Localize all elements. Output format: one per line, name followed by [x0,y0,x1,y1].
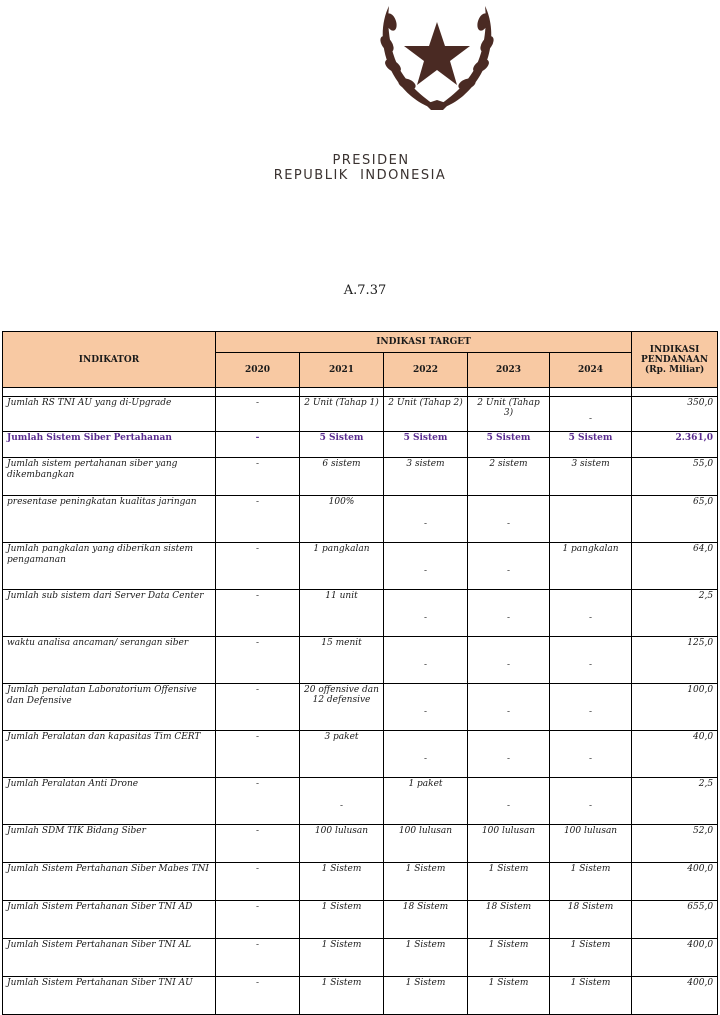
table-row [3,432,718,458]
funding-cell: 655,0 [632,901,718,939]
target-cell-2022: - [384,637,468,684]
target-cell-2020: - [216,977,300,1015]
table-row [3,977,718,1015]
target-cell-2023: 2 Unit (Tahap 3) [468,397,550,432]
target-cell-2020: - [216,496,300,543]
target-cell-2023: - [468,731,550,778]
target-cell-2020: - [216,543,300,590]
indikator-cell: Jumlah Peralatan dan kapasitas Tim CERT [3,731,216,778]
header-year-2021: 2021 [300,353,384,388]
target-cell-2021: 100 lulusan [300,825,384,863]
indikator-cell: Jumlah Sistem Pertahanan Siber TNI AU [3,977,216,1015]
target-cell-2022: 18 Sistem [384,901,468,939]
target-cell-2021: 1 Sistem [300,939,384,977]
table-row [3,496,718,543]
indikator-cell: Jumlah sub sistem dari Server Data Center [3,590,216,637]
target-cell-2023: 1 Sistem [468,863,550,901]
state-emblem-icon [367,0,507,112]
indikator-cell: waktu analisa ancaman/ serangan siber [3,637,216,684]
target-cell-2023: - [468,778,550,825]
target-cell-2024: - [550,731,632,778]
target-cell-2020: - [216,901,300,939]
target-cell-2022: - [384,684,468,731]
spacer-row [3,388,718,397]
target-cell-2024: - [550,397,632,432]
target-cell-2021: 1 pangkalan [300,543,384,590]
indikator-cell: Jumlah RS TNI AU yang di-Upgrade [3,397,216,432]
target-cell-2023: 5 Sistem [468,432,550,458]
target-cell-2022: - [384,731,468,778]
target-cell-2022: - [384,496,468,543]
target-cell-2023: 100 lulusan [468,825,550,863]
target-cell-2023: 1 Sistem [468,939,550,977]
target-cell-2021: 1 Sistem [300,863,384,901]
funding-cell: 125,0 [632,637,718,684]
target-cell-2021: 100% [300,496,384,543]
funding-cell: 64,0 [632,543,718,590]
target-cell-2021: 6 sistem [300,458,384,496]
table-row [3,863,718,901]
indikator-cell: Jumlah peralatan Laboratorium Offensive dan Defensive [3,684,216,731]
target-cell-2023: 18 Sistem [468,901,550,939]
funding-cell: 400,0 [632,863,718,901]
funding-line2: PENDANAAN [641,354,709,365]
target-cell-2022: 1 Sistem [384,977,468,1015]
header-target: INDIKASI TARGET [216,332,632,353]
target-cell-2020: - [216,397,300,432]
funding-cell: 400,0 [632,977,718,1015]
header-year-2022: 2022 [384,353,468,388]
table-row [3,778,718,825]
table-row [3,458,718,496]
table-row [3,397,718,432]
target-cell-2021: 3 paket [300,731,384,778]
target-cell-2021: 11 unit [300,590,384,637]
funding-cell: 65,0 [632,496,718,543]
target-cell-2024: 18 Sistem [550,901,632,939]
indikator-cell: Jumlah Sistem Siber Pertahanan [3,432,216,458]
target-cell-2021: 2 Unit (Tahap 1) [300,397,384,432]
table-row [3,731,718,778]
target-cell-2020: - [216,731,300,778]
table-row [3,637,718,684]
table-row [3,901,718,939]
target-cell-2022: - [384,543,468,590]
header-funding [632,332,718,388]
target-cell-2020: - [216,939,300,977]
table-row [3,939,718,977]
indikator-cell: Jumlah Peralatan Anti Drone [3,778,216,825]
target-table [2,331,718,1015]
target-cell-2023: - [468,496,550,543]
target-cell-2020: - [216,432,300,458]
funding-cell: 52,0 [632,825,718,863]
table-row [3,590,718,637]
indikator-cell: Jumlah Sistem Pertahanan Siber TNI AL [3,939,216,977]
funding-cell: 40,0 [632,731,718,778]
funding-cell: 100,0 [632,684,718,731]
target-cell-2020: - [216,778,300,825]
header-year-2023: 2023 [468,353,550,388]
target-cell-2024: 5 Sistem [550,432,632,458]
target-cell-2024: - [550,637,632,684]
target-cell-2023: - [468,543,550,590]
target-cell-2023: - [468,684,550,731]
target-cell-2023: - [468,637,550,684]
funding-cell: 55,0 [632,458,718,496]
target-cell-2024: 1 pangkalan [550,543,632,590]
funding-cell: 2.361,0 [632,432,718,458]
table-row [3,543,718,590]
header-indikator: INDIKATOR [3,332,216,388]
target-cell-2022: 100 lulusan [384,825,468,863]
target-cell-2021: 15 menit [300,637,384,684]
target-cell-2022: 1 paket [384,778,468,825]
target-cell-2024: - [550,684,632,731]
target-cell-2022: 2 Unit (Tahap 2) [384,397,468,432]
president-title-line1: PRESIDEN [332,153,410,168]
funding-cell: 2,5 [632,778,718,825]
target-cell-2021: 1 Sistem [300,901,384,939]
target-cell-2023: 1 Sistem [468,977,550,1015]
indikator-cell: Jumlah Sistem Pertahanan Siber Mabes TNI [3,863,216,901]
funding-cell: 2,5 [632,590,718,637]
target-cell-2023: 2 sistem [468,458,550,496]
page-code: A.7.37 [343,283,387,298]
target-cell-2021: 20 offensive dan 12 defensive [300,684,384,731]
indikator-cell: presentase peningkatan kualitas jaringan [3,496,216,543]
funding-cell: 400,0 [632,939,718,977]
indikator-cell: Jumlah pangkalan yang diberikan sistem pengamanan [3,543,216,590]
target-cell-2022: 1 Sistem [384,939,468,977]
funding-line3: (Rp. Miliar) [644,364,705,375]
header-year-2020: 2020 [216,353,300,388]
target-cell-2022: 1 Sistem [384,863,468,901]
target-cell-2020: - [216,684,300,731]
target-cell-2022: - [384,590,468,637]
indikator-cell: Jumlah SDM TIK Bidang Siber [3,825,216,863]
target-cell-2024: 1 Sistem [550,977,632,1015]
target-cell-2022: 5 Sistem [384,432,468,458]
target-cell-2020: - [216,590,300,637]
target-cell-2024: 1 Sistem [550,863,632,901]
funding-line1: INDIKASI [649,344,700,355]
target-cell-2024: - [550,778,632,825]
funding-cell: 350,0 [632,397,718,432]
target-cell-2020: - [216,825,300,863]
target-cell-2024: - [550,590,632,637]
target-cell-2024: 3 sistem [550,458,632,496]
indikator-cell: Jumlah Sistem Pertahanan Siber TNI AD [3,901,216,939]
target-cell-2023: - [468,590,550,637]
target-cell-2021: - [300,778,384,825]
target-cell-2021: 1 Sistem [300,977,384,1015]
president-title [0,153,720,183]
table-row [3,825,718,863]
target-cell-2022: 3 sistem [384,458,468,496]
target-cell-2020: - [216,863,300,901]
target-cell-2020: - [216,637,300,684]
target-cell-2020: - [216,458,300,496]
target-cell-2024: 1 Sistem [550,939,632,977]
target-cell-2021: 5 Sistem [300,432,384,458]
target-cell-2024: 100 lulusan [550,825,632,863]
president-title-line2: REPUBLIK INDONESIA [273,168,447,183]
header-year-2024: 2024 [550,353,632,388]
target-cell-2024 [550,496,632,543]
table-row [3,684,718,731]
indikator-cell: Jumlah sistem pertahanan siber yang dikembangkan [3,458,216,496]
